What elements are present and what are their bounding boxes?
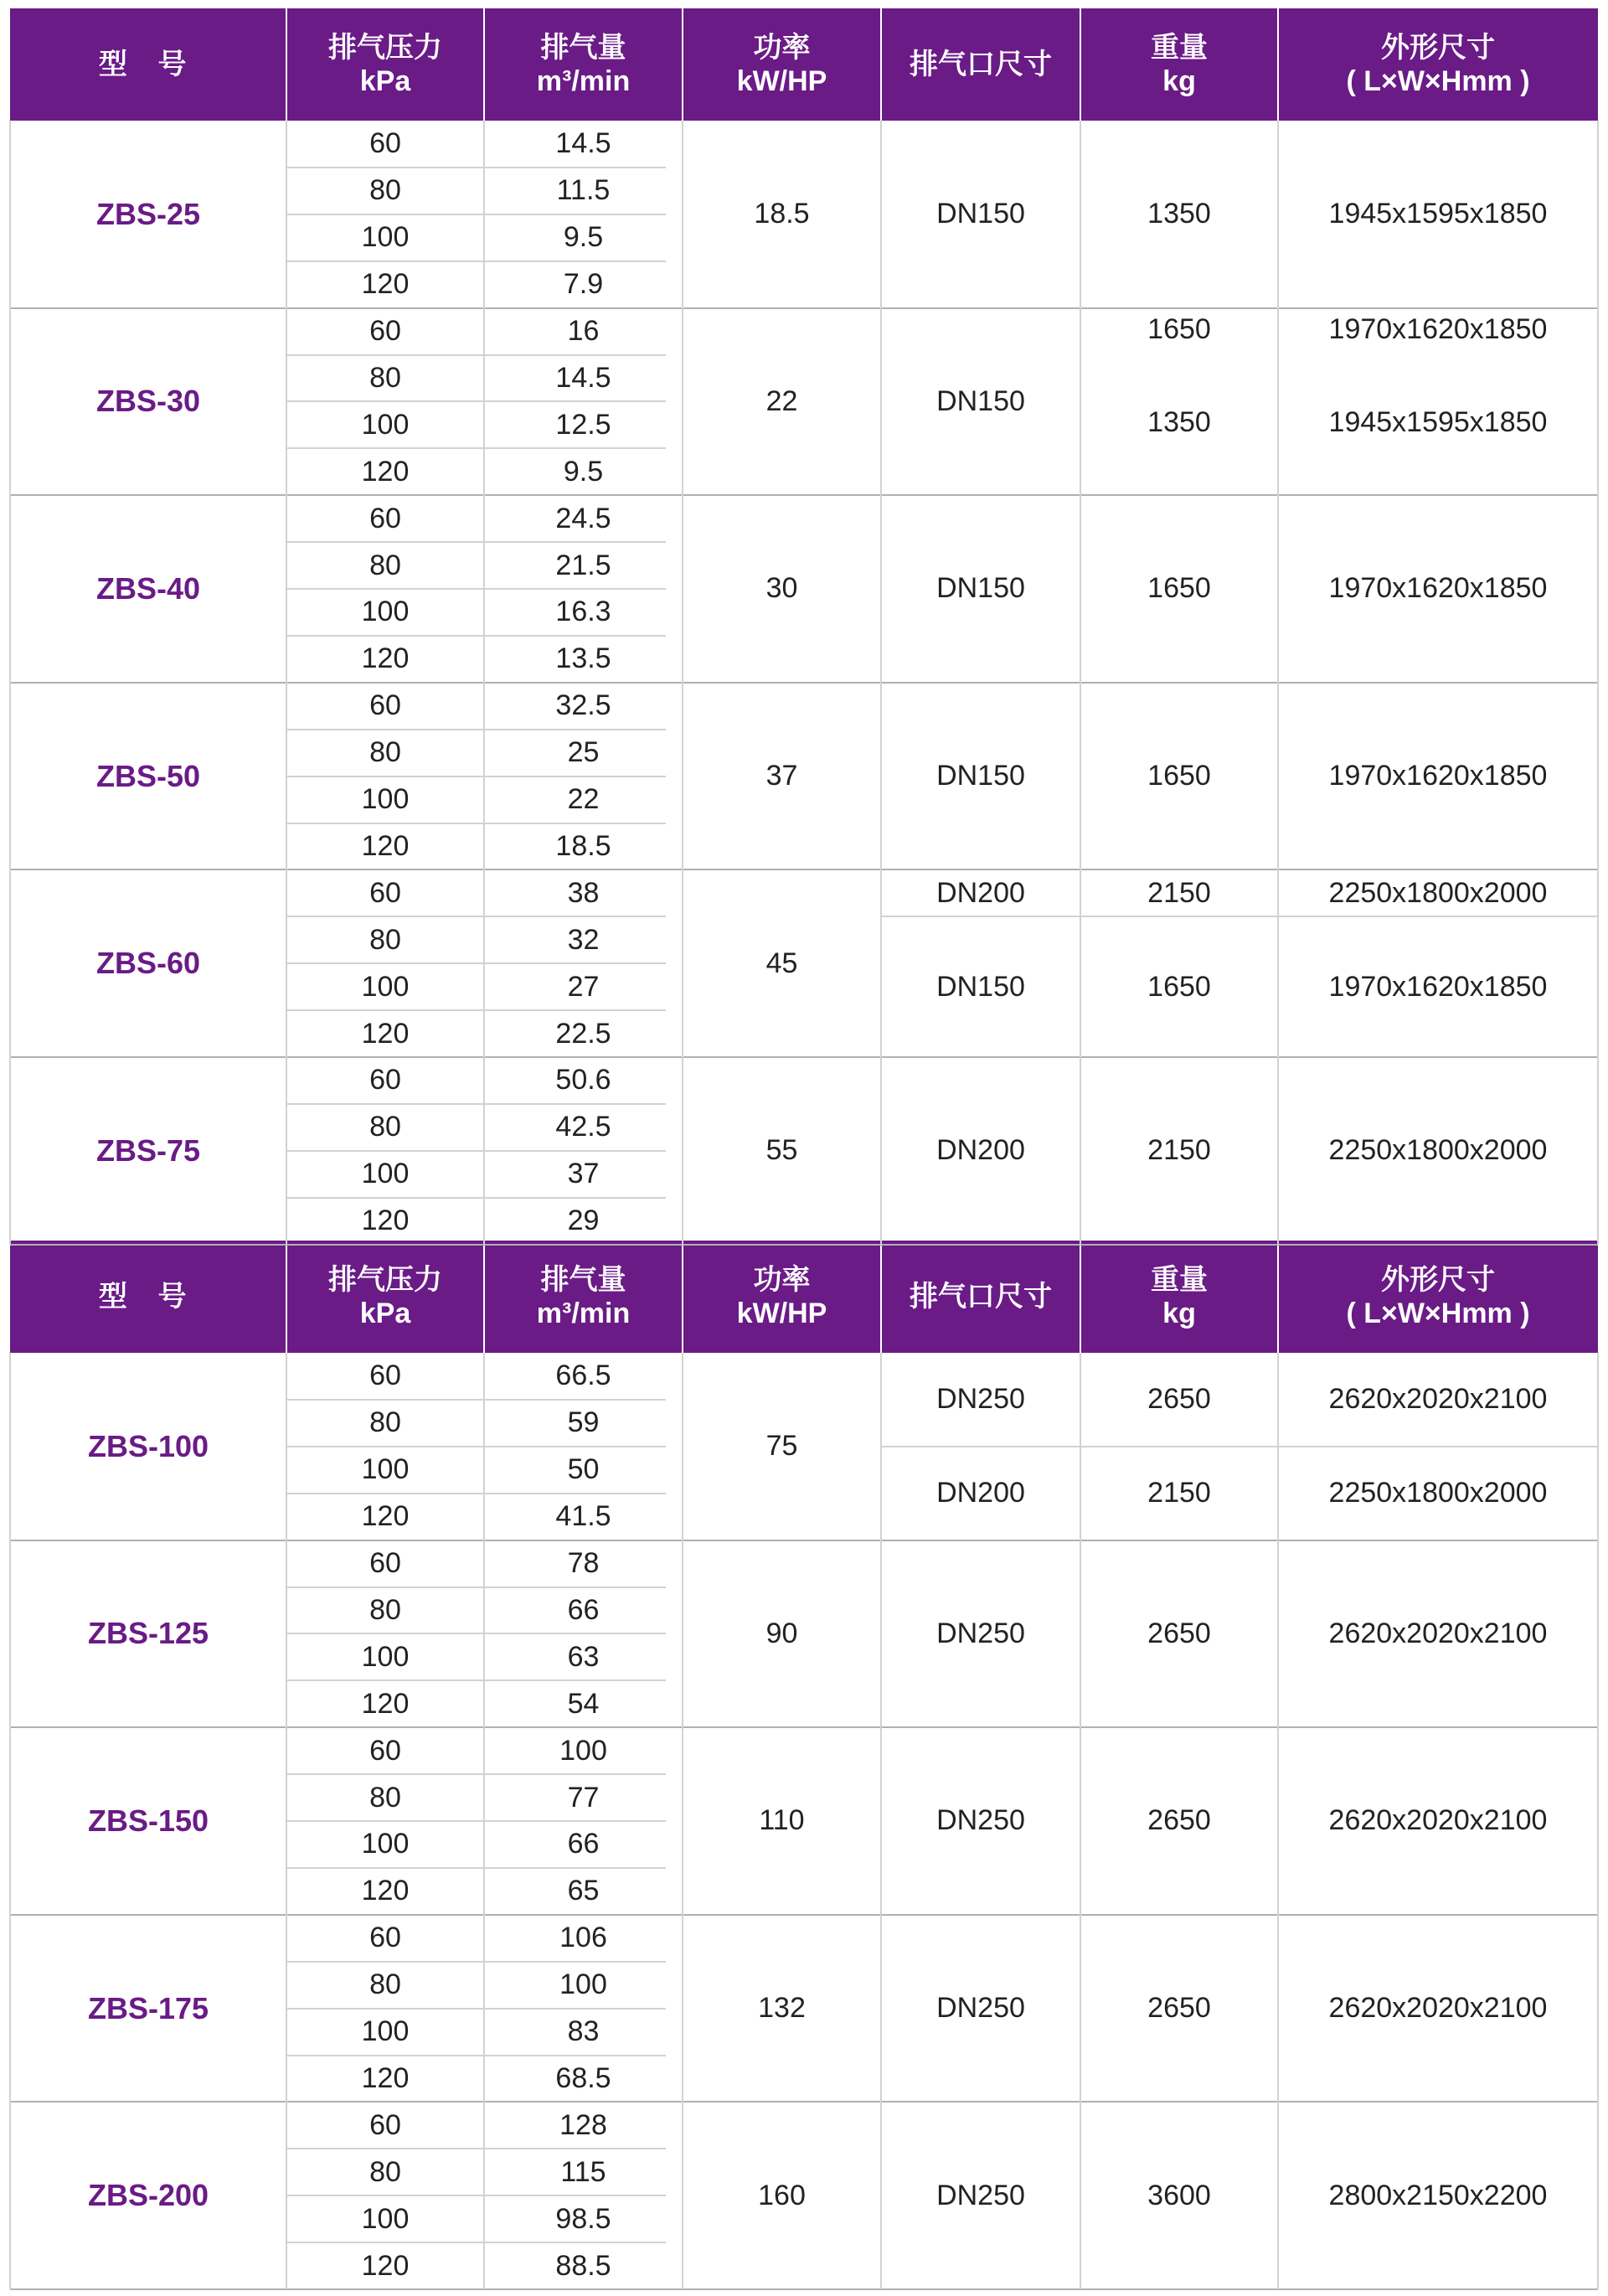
pressure-cell: 120 [361, 829, 410, 862]
weight-cell: 1650 [1147, 760, 1211, 792]
pressure-cell: 80 [369, 1406, 401, 1439]
row-divider [286, 2008, 666, 2010]
flow-cell: 13.5 [555, 642, 611, 675]
power-cell: 110 [759, 1804, 805, 1837]
model-cell: ZBS-125 [87, 1616, 209, 1651]
header-power-line: 功率 [753, 1264, 811, 1296]
header-pressure-line: kPa [359, 1298, 411, 1329]
row-divider [286, 167, 666, 168]
power-cell: 18.5 [754, 198, 810, 230]
outlet-cell: DN250 [936, 1617, 1025, 1649]
header-flow-line: m³/min [536, 65, 631, 97]
flow-cell: 22.5 [555, 1017, 611, 1050]
header-outlet-line: 排气口尺寸 [910, 49, 1052, 80]
power-cell: 75 [765, 1430, 798, 1463]
model-cell: ZBS-50 [95, 758, 201, 793]
column-divider [483, 121, 485, 1245]
flow-cell: 66 [567, 1828, 600, 1860]
row-divider [286, 1446, 666, 1447]
column-divider [1277, 1353, 1279, 2289]
outlet-cell: DN150 [936, 970, 1025, 1003]
outlet-cell: DN200 [936, 1134, 1025, 1167]
flow-cell: 16 [567, 315, 600, 348]
header-dimensions-line: 外形尺寸 [1381, 1264, 1495, 1296]
pressure-cell: 120 [361, 1205, 410, 1237]
header-weight-line: kg [1162, 65, 1196, 97]
flow-cell: 14.5 [555, 361, 611, 394]
column-divider [880, 121, 882, 1245]
header-weight-line: 重量 [1151, 32, 1208, 64]
row-divider [286, 354, 666, 356]
dimensions-cell: 2250x1800x2000 [1328, 876, 1548, 909]
pressure-cell: 80 [369, 1968, 401, 2001]
pressure-cell: 100 [361, 2202, 410, 2235]
header-separator [286, 1241, 287, 1353]
header-separator [1080, 8, 1081, 121]
pressure-cell: 100 [361, 408, 410, 441]
header-model [10, 8, 286, 121]
flow-cell: 41.5 [555, 1500, 611, 1533]
row-divider [286, 1587, 666, 1588]
header-pressure-line: kPa [359, 65, 411, 97]
flow-cell: 12.5 [555, 408, 611, 441]
flow-cell: 32.5 [555, 689, 611, 722]
header-pressure [286, 1241, 484, 1353]
column-divider [1597, 1353, 1599, 2289]
pressure-cell: 80 [369, 174, 401, 207]
model-cell: ZBS-200 [87, 2178, 209, 2213]
header-outlet [881, 8, 1080, 121]
column-divider [483, 1353, 485, 2289]
header-power-line: kW/HP [736, 65, 827, 97]
outlet-cell: DN250 [936, 1383, 1025, 1416]
header-pressure [286, 8, 484, 121]
flow-cell: 63 [567, 1640, 600, 1673]
model-cell: ZBS-100 [87, 1428, 209, 1463]
pressure-cell: 100 [361, 1828, 410, 1860]
row-divider [286, 447, 666, 449]
flow-cell: 42.5 [555, 1111, 611, 1143]
row-divider [286, 1633, 666, 1634]
header-weight [1080, 1241, 1278, 1353]
header-separator [286, 8, 287, 121]
weight-cell: 2150 [1147, 876, 1211, 909]
header-weight [1080, 8, 1278, 121]
pressure-cell: 80 [369, 1593, 401, 1626]
row-divider [286, 1103, 666, 1105]
row-divider [286, 1679, 666, 1681]
pressure-cell: 100 [361, 221, 410, 254]
row-divider [286, 916, 666, 917]
pressure-cell: 60 [369, 689, 401, 722]
dimensions-cell: 1945x1595x1850 [1328, 406, 1548, 439]
dimensions-cell: 2250x1800x2000 [1328, 1477, 1548, 1509]
outlet-cell: DN250 [936, 2179, 1025, 2211]
row-divider [286, 1197, 666, 1199]
header-flow-line: m³/min [536, 1298, 631, 1329]
weight-cell: 1650 [1147, 312, 1211, 345]
row-divider [286, 776, 666, 777]
weight-cell: 2650 [1147, 1804, 1211, 1837]
model-cell: ZBS-30 [95, 384, 201, 419]
pressure-cell: 60 [369, 1922, 401, 1954]
group-divider [10, 1244, 1598, 1246]
dimensions-cell: 2620x2020x2100 [1328, 1617, 1548, 1649]
pressure-cell: 80 [369, 736, 401, 769]
flow-cell: 98.5 [555, 2202, 611, 2235]
header-dimensions [1278, 1241, 1598, 1353]
dimensions-cell: 1970x1620x1850 [1328, 312, 1548, 345]
pressure-cell: 120 [361, 642, 410, 675]
column-divider [880, 1353, 882, 2289]
model-cell: ZBS-60 [95, 946, 201, 981]
column-divider [682, 1353, 683, 2289]
row-divider [286, 962, 666, 964]
flow-cell: 29 [567, 1205, 600, 1237]
flow-cell: 54 [567, 1687, 600, 1720]
pressure-cell: 120 [361, 1687, 410, 1720]
dimensions-cell: 1970x1620x1850 [1328, 970, 1548, 1003]
pressure-cell: 120 [361, 268, 410, 301]
flow-cell: 59 [567, 1406, 600, 1439]
dimensions-cell: 2250x1800x2000 [1328, 1134, 1548, 1167]
pressure-cell: 120 [361, 2249, 410, 2282]
row-divider [286, 588, 666, 590]
pressure-cell: 100 [361, 970, 410, 1003]
header-separator [483, 8, 485, 121]
pressure-cell: 100 [361, 1640, 410, 1673]
header-flow-line: 排气量 [540, 32, 626, 64]
header-separator [1277, 1241, 1279, 1353]
flow-cell: 50.6 [555, 1064, 611, 1096]
flow-cell: 27 [567, 970, 600, 1003]
row-divider [286, 1773, 666, 1775]
header-dimensions-line: ( L×W×Hmm ) [1346, 1298, 1530, 1329]
column-divider [286, 121, 287, 1245]
flow-cell: 106 [559, 1922, 607, 1954]
power-cell: 45 [765, 947, 798, 979]
pressure-cell: 100 [361, 1453, 410, 1486]
header-flow-line: 排气量 [540, 1264, 626, 1296]
power-cell: 37 [765, 760, 798, 792]
column-divider [682, 121, 683, 1245]
weight-cell: 2650 [1147, 1383, 1211, 1416]
flow-cell: 66 [567, 1593, 600, 1626]
header-separator [682, 8, 683, 121]
header-separator [1080, 1241, 1081, 1353]
flow-cell: 83 [567, 2015, 600, 2048]
model-cell: ZBS-150 [87, 1803, 209, 1838]
dimensions-cell: 1945x1595x1850 [1328, 198, 1548, 230]
weight-cell: 1350 [1147, 406, 1211, 439]
model-cell: ZBS-75 [95, 1133, 201, 1168]
flow-cell: 9.5 [563, 455, 604, 488]
flow-cell: 21.5 [555, 549, 611, 581]
weight-cell: 2650 [1147, 1992, 1211, 2025]
power-cell: 22 [765, 384, 798, 417]
row-divider [286, 541, 666, 543]
header-power [683, 8, 881, 121]
row-divider [286, 1493, 666, 1494]
header-outlet [881, 1241, 1080, 1353]
flow-cell: 25 [567, 736, 600, 769]
flow-cell: 18.5 [555, 829, 611, 862]
pressure-cell: 60 [369, 2108, 401, 2141]
power-cell: 160 [758, 2179, 806, 2211]
pressure-cell: 60 [369, 127, 401, 160]
column-divider [9, 1353, 11, 2289]
pressure-cell: 80 [369, 361, 401, 394]
column-divider [1277, 121, 1279, 1245]
header-separator [1277, 8, 1279, 121]
flow-cell: 88.5 [555, 2249, 611, 2282]
flow-cell: 66.5 [555, 1360, 611, 1392]
dimensions-cell: 2620x2020x2100 [1328, 1804, 1548, 1837]
power-cell: 55 [765, 1134, 798, 1167]
header-weight-line: 重量 [1151, 1264, 1208, 1296]
row-divider [286, 1867, 666, 1869]
flow-cell: 14.5 [555, 127, 611, 160]
pressure-cell: 60 [369, 1360, 401, 1392]
header-separator [880, 8, 882, 121]
row-divider [286, 261, 666, 262]
pressure-cell: 120 [361, 1500, 410, 1533]
pressure-cell: 120 [361, 455, 410, 488]
header-power-line: kW/HP [736, 1298, 827, 1329]
pressure-cell: 120 [361, 1875, 410, 1907]
header-model-label: 型 号 [98, 1281, 198, 1313]
dimensions-cell: 2620x2020x2100 [1328, 1992, 1548, 2025]
header-flow [484, 8, 683, 121]
header-weight-line: kg [1162, 1298, 1196, 1329]
pressure-cell: 80 [369, 1781, 401, 1814]
row-divider [286, 2055, 666, 2056]
pressure-cell: 60 [369, 1547, 401, 1580]
flow-cell: 7.9 [563, 268, 604, 301]
pressure-cell: 80 [369, 549, 401, 581]
weight-cell: 2650 [1147, 1617, 1211, 1649]
header-outlet-line: 排气口尺寸 [910, 1281, 1052, 1313]
flow-cell: 32 [567, 923, 600, 956]
header-separator [682, 1241, 683, 1353]
pressure-cell: 120 [361, 1017, 410, 1050]
flow-cell: 37 [567, 1158, 600, 1190]
column-divider [9, 121, 11, 1245]
flow-cell: 128 [559, 2108, 607, 2141]
model-cell: ZBS-175 [87, 1990, 209, 2025]
pressure-cell: 100 [361, 2015, 410, 2048]
dimensions-cell: 2620x2020x2100 [1328, 1383, 1548, 1416]
pressure-cell: 100 [361, 596, 410, 628]
column-divider [1080, 1353, 1081, 2289]
outlet-cell: DN250 [936, 1804, 1025, 1837]
header-flow [484, 1241, 683, 1353]
row-divider [286, 2195, 666, 2196]
flow-cell: 24.5 [555, 502, 611, 534]
flow-cell: 38 [567, 876, 600, 909]
header-power [683, 1241, 881, 1353]
header-dimensions-line: ( L×W×Hmm ) [1346, 65, 1530, 97]
power-cell: 30 [765, 572, 798, 605]
flow-cell: 77 [567, 1781, 600, 1814]
pressure-cell: 60 [369, 1734, 401, 1767]
header-dimensions-line: 外形尺寸 [1381, 32, 1495, 64]
pressure-cell: 60 [369, 1064, 401, 1096]
header-model-label: 型 号 [98, 49, 198, 80]
weight-cell: 2150 [1147, 1134, 1211, 1167]
header-dimensions [1278, 8, 1598, 121]
model-cell: ZBS-40 [95, 570, 201, 606]
flow-cell: 16.3 [555, 596, 611, 628]
weight-cell: 2150 [1147, 1477, 1211, 1509]
header-separator [483, 1241, 485, 1353]
flow-cell: 22 [567, 783, 600, 816]
column-divider [1080, 121, 1081, 1245]
row-divider [286, 2242, 666, 2243]
pressure-cell: 60 [369, 315, 401, 348]
outlet-cell: DN200 [936, 876, 1025, 909]
row-divider [286, 400, 666, 402]
header-model [10, 1241, 286, 1353]
flow-cell: 65 [567, 1875, 600, 1907]
pressure-cell: 60 [369, 502, 401, 534]
flow-cell: 78 [567, 1547, 600, 1580]
flow-cell: 100 [559, 1734, 607, 1767]
pressure-cell: 60 [369, 876, 401, 909]
outlet-cell: DN150 [936, 384, 1025, 417]
power-cell: 90 [765, 1617, 798, 1649]
pressure-cell: 100 [361, 1158, 410, 1190]
pressure-cell: 80 [369, 923, 401, 956]
outlet-cell: DN150 [936, 198, 1025, 230]
outlet-cell: DN150 [936, 760, 1025, 792]
row-divider [286, 823, 666, 824]
weight-cell: 1350 [1147, 198, 1211, 230]
power-cell: 132 [758, 1992, 806, 2025]
row-divider [286, 1961, 666, 1963]
pressure-cell: 80 [369, 2155, 401, 2188]
column-divider [286, 1353, 287, 2289]
dimensions-cell: 1970x1620x1850 [1328, 760, 1548, 792]
pressure-cell: 80 [369, 1111, 401, 1143]
flow-cell: 100 [559, 1968, 607, 2001]
row-divider [286, 1399, 666, 1401]
header-pressure-line: 排气压力 [328, 32, 442, 64]
outlet-cell: DN150 [936, 572, 1025, 605]
flow-cell: 50 [567, 1453, 600, 1486]
row-divider [286, 635, 666, 637]
row-divider [286, 1009, 666, 1011]
flow-cell: 11.5 [556, 174, 611, 207]
weight-cell: 1650 [1147, 970, 1211, 1003]
pressure-cell: 100 [361, 783, 410, 816]
model-cell: ZBS-25 [95, 196, 201, 231]
flow-cell: 9.5 [563, 221, 604, 254]
flow-cell: 68.5 [555, 2061, 611, 2094]
row-divider [286, 2148, 666, 2149]
outlet-cell: DN250 [936, 1992, 1025, 2025]
outlet-cell: DN200 [936, 1477, 1025, 1509]
weight-cell: 1650 [1147, 572, 1211, 605]
column-divider [1597, 121, 1599, 1245]
flow-cell: 115 [560, 2155, 606, 2188]
weight-cell: 3600 [1147, 2179, 1211, 2211]
pressure-cell: 120 [361, 2061, 410, 2094]
row-divider [286, 1150, 666, 1152]
header-separator [880, 1241, 882, 1353]
row-divider [286, 729, 666, 730]
group-divider [10, 2288, 1598, 2290]
row-divider [286, 1820, 666, 1822]
dimensions-cell: 2800x2150x2200 [1328, 2179, 1548, 2211]
header-pressure-line: 排气压力 [328, 1264, 442, 1296]
row-divider [286, 214, 666, 215]
header-power-line: 功率 [753, 32, 811, 64]
dimensions-cell: 1970x1620x1850 [1328, 572, 1548, 605]
